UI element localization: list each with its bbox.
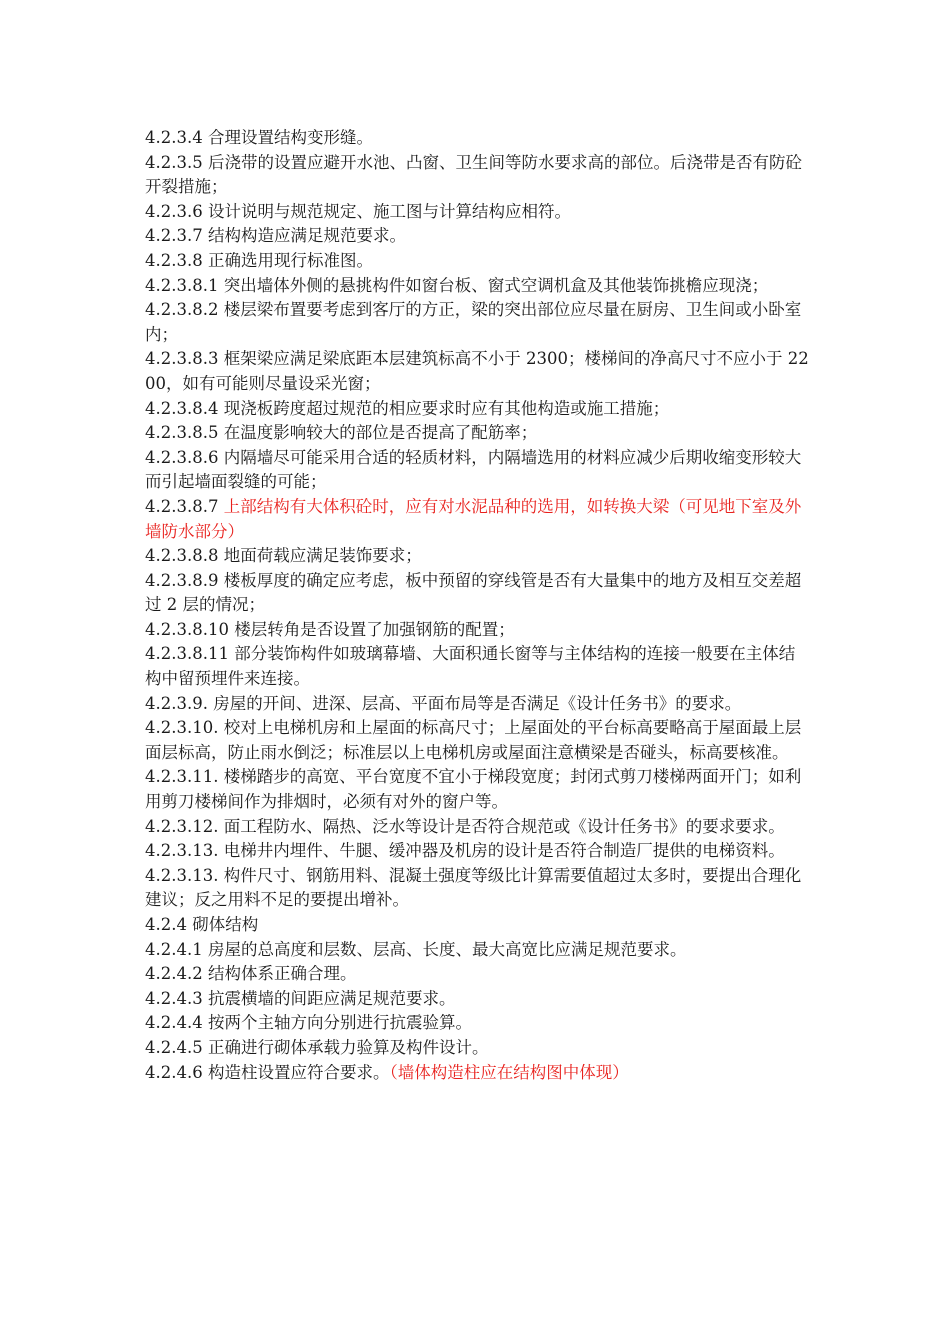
highlighted-note: （墙体构造柱应在结构图中体现） (389, 1062, 629, 1082)
paragraph-4-2-4-4: 4.2.4.4 按两个主轴方向分别进行抗震验算。 (145, 1013, 472, 1033)
paragraph-4-2-3-4: 4.2.3.4 合理设置结构变形缝。 (145, 128, 373, 147)
paragraph-4-2-3-5: 4.2.3.5 后浇带的设置应避开水池、凸窗、卫生间等防水要求高的部位。后浇带是否有防砼开裂措施； (145, 152, 802, 197)
paragraph-4-2-3-8-4: 4.2.3.8.4 现浇板跨度超过规范的相应要求时应有其他构造或施工措施； (145, 398, 670, 418)
paragraph-4-2-3-9: 4.2.3.9. 房屋的开间、进深、层高、平面布局等是否满足《设计任务书》的要求。 (145, 693, 742, 713)
document-body (145, 126, 810, 1085)
highlighted-note: 上部结构有大体积砼时，应有对水泥品种的选用，如转换大梁（可见地下室及外墙防水部分） (145, 496, 802, 541)
paragraph-4-2-3-6: 4.2.3.6 设计说明与规范规定、施工图与计算结构应相符。 (145, 201, 571, 221)
paragraph-4-2-3-8-3: 4.2.3.8.3 框架梁应满足梁底距本层建筑标高不小于 2300；楼梯间的净高尺寸不应小于 2200，如有可能则尽量设采光窗； (145, 349, 809, 393)
paragraph-4-2-3-8-8: 4.2.3.8.8 地面荷载应满足装饰要求； (145, 546, 422, 566)
paragraph-4-2-3-8-10: 4.2.3.8.10 楼层转角是否设置了加强钢筋的配置； (145, 619, 515, 639)
paragraph-4-2-3-8-2: 4.2.3.8.2 楼层梁布置要考虑到客厅的方正，梁的突出部位应尽量在厨房、卫生间或小卧室内； (145, 300, 802, 344)
paragraph-4-2-3-13-b: 4.2.3.13. 构件尺寸、钢筋用料、混凝土强度等级比计算需要值超过太多时，要提出合理化建议；反之用料不足的要提出增补。 (145, 865, 802, 910)
paragraph-4-2-4-5: 4.2.4.5 正确进行砌体承载力验算及构件设计。 (145, 1037, 489, 1057)
paragraph-4-2-3-11: 4.2.3.11. 楼梯踏步的高宽、平台宽度不宜小于梯段宽度；封闭式剪刀楼梯两面开门；如利用剪刀楼梯间作为排烟时，必须有对外的窗户等。 (145, 767, 802, 812)
paragraph-4-2-4-6: 4.2.4.6 构造柱设置应符合要求。（墙体构造柱应在结构图中体现） (145, 1062, 629, 1082)
section-heading-4-2-4: 4.2.4 砌体结构 (145, 915, 259, 934)
paragraph-4-2-3-7: 4.2.3.7 结构构造应满足规范要求。 (145, 226, 406, 246)
paragraph-4-2-3-13-a: 4.2.3.13. 电梯井内埋件、牛腿、缓冲器及机房的设计是否符合制造厂提供的电梯资料。 (145, 841, 785, 861)
paragraph-4-2-3-8-9: 4.2.3.8.9 楼板厚度的确定应考虑，板中预留的穿线管是否有大量集中的地方及相互交差超过 2 层的情况； (145, 570, 802, 615)
paragraph-4-2-4-1: 4.2.4.1 房屋的总高度和层数、层高、长度、最大高宽比应满足规范要求。 (145, 939, 687, 959)
paragraph-4-2-3-8-6: 4.2.3.8.6 内隔墙尽可能采用合适的轻质材料，内隔墙选用的材料应减少后期收缩变形较大而引起墙面裂缝的可能； (145, 447, 802, 492)
paragraph-4-2-3-8-7: 4.2.3.8.7 上部结构有大体积砼时，应有对水泥品种的选用，如转换大梁（可见地下室及外墙防水部分） (145, 496, 802, 541)
paragraph-4-2-3-8-11: 4.2.3.8.11 部分装饰构件如玻璃幕墙、大面积通长窗等与主体结构的连接一般要在主体结构中留预埋件来连接。 (145, 644, 796, 689)
paragraph-4-2-3-8: 4.2.3.8 正确选用现行标准图。 (145, 250, 373, 270)
paragraph-4-2-3-10: 4.2.3.10. 校对上电梯机房和上屋面的标高尺寸；上屋面处的平台标高要略高于屋面最上层面层标高，防止雨水倒泛；标准层以上电梯机房或屋面注意横梁是否碰头，标高要核准。 (145, 718, 802, 762)
paragraph-4-2-3-12: 4.2.3.12. 面工程防水、隔热、泛水等设计是否符合规范或《设计任务书》的要求要求。 (145, 816, 785, 836)
paragraph-4-2-3-8-5: 4.2.3.8.5 在温度影响较大的部位是否提高了配筋率； (145, 423, 538, 443)
paragraph-4-2-4-2: 4.2.4.2 结构体系正确合理。 (145, 964, 357, 984)
paragraph-4-2-3-8-1: 4.2.3.8.1 突出墙体外侧的悬挑构件如窗台板、窗式空调机盒及其他装饰挑檐应现浇； (145, 275, 769, 295)
paragraph-4-2-4-3: 4.2.4.3 抗震横墙的间距应满足规范要求。 (145, 988, 456, 1008)
